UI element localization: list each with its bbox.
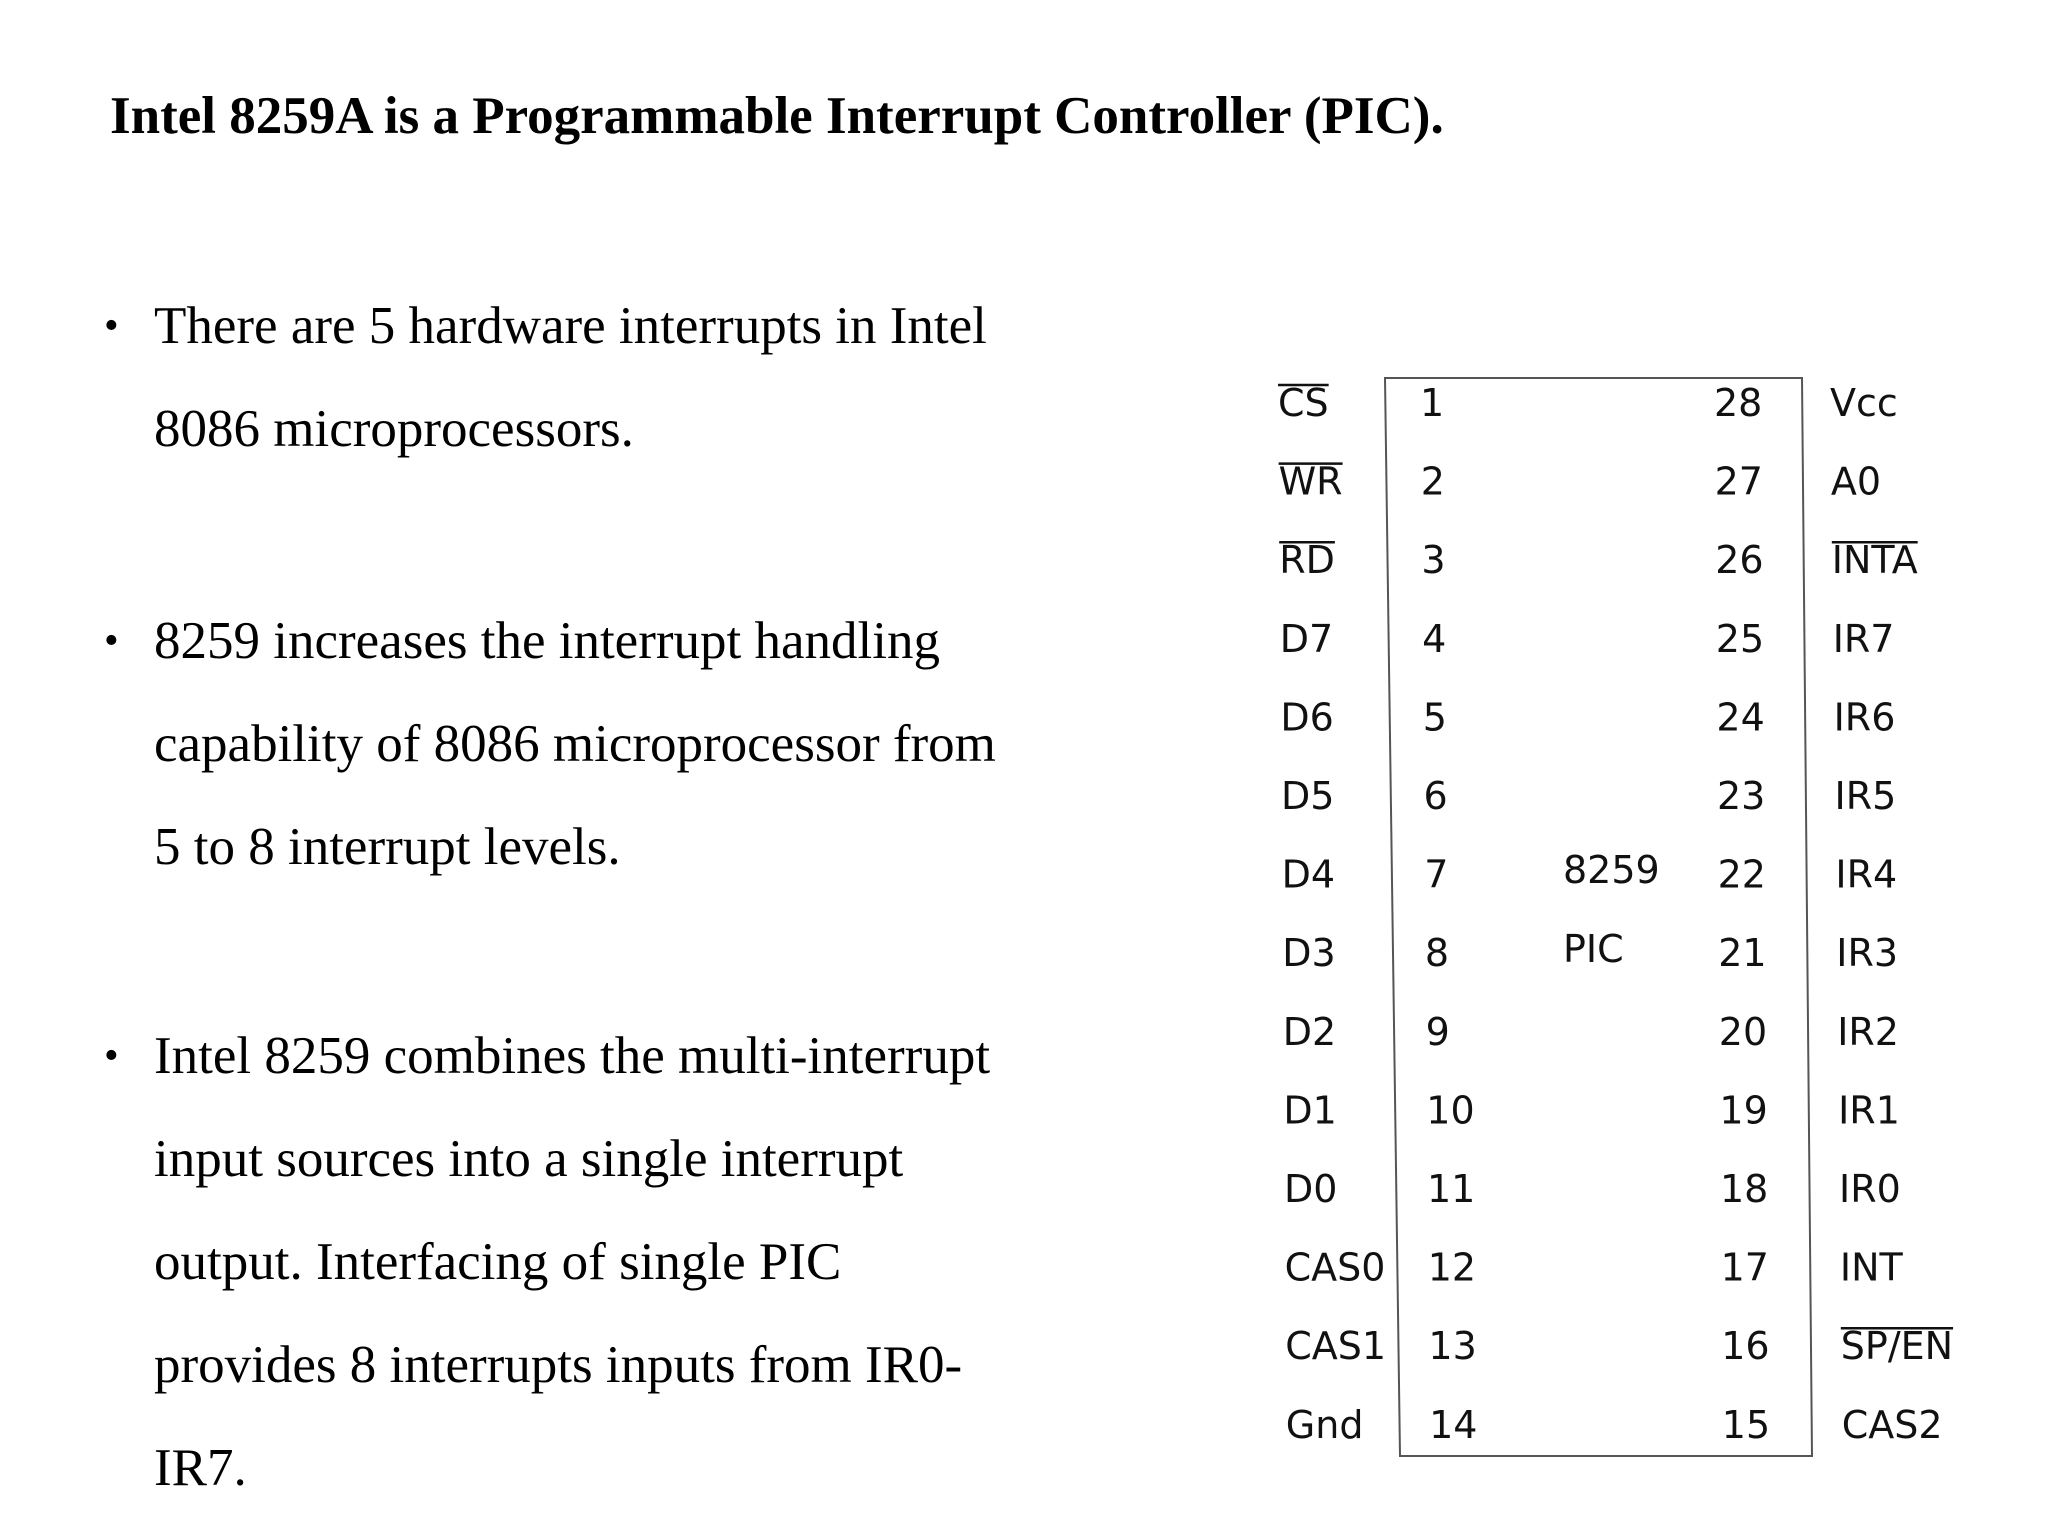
bullet-line: Intel 8259 combines the multi-interrupt xyxy=(154,1027,991,1085)
pin-name-left: D1 xyxy=(1283,1088,1337,1133)
pin-name-left: CAS0 xyxy=(1284,1245,1386,1290)
pin-number-left: 1 xyxy=(1420,381,1445,425)
pin-name-left: D2 xyxy=(1282,1009,1337,1054)
bullet-dot-icon: • xyxy=(104,1033,119,1079)
pin-number-right: 25 xyxy=(1715,616,1765,661)
pin-name-left: RD xyxy=(1279,538,1335,583)
pin-name-right: Vcc xyxy=(1830,381,1898,425)
pin-number-right: 27 xyxy=(1714,459,1763,504)
bullet-line: output. Interfacing of single PIC xyxy=(154,1233,842,1291)
pin-number-left: 2 xyxy=(1420,459,1445,504)
pin-number-left: 5 xyxy=(1422,695,1447,740)
bullet-text xyxy=(154,1005,990,1520)
bullet-line: There are 5 hardware interrupts in Intel xyxy=(154,297,987,355)
pin-number-left: 12 xyxy=(1427,1245,1477,1290)
pin-number-left: 13 xyxy=(1428,1324,1477,1369)
pin-number-right: 22 xyxy=(1717,852,1766,897)
pin-name-right: IR7 xyxy=(1832,616,1895,661)
pin-name-left: D6 xyxy=(1280,695,1334,740)
pin-name-right: IR1 xyxy=(1838,1088,1900,1133)
pin-name-right: IR5 xyxy=(1834,774,1897,818)
pin-name-right: IR0 xyxy=(1839,1167,1901,1211)
pin-name-left: CAS1 xyxy=(1285,1324,1387,1369)
pin-name-right: INTA xyxy=(1831,538,1918,583)
pin-number-left: 10 xyxy=(1426,1088,1475,1133)
pin-name-right: IR2 xyxy=(1837,1009,1899,1054)
pin-number-right: 23 xyxy=(1717,774,1766,818)
bullet-line: 8086 microprocessors. xyxy=(154,400,634,458)
pin-name-right: INT xyxy=(1839,1245,1903,1290)
pin-name-left: D5 xyxy=(1281,774,1335,818)
pin-number-left: 9 xyxy=(1425,1009,1450,1054)
pin-name-left: Gnd xyxy=(1285,1402,1364,1447)
pin-number-right: 24 xyxy=(1716,695,1765,740)
pin-number-right: 16 xyxy=(1721,1324,1770,1369)
bullet-dot-icon: • xyxy=(104,303,119,349)
chip-outline xyxy=(1385,378,1812,1456)
pin-number-left: 7 xyxy=(1424,852,1449,897)
pin-name-left: D7 xyxy=(1279,616,1334,661)
slide-title: Intel 8259A is a Programmable Interrupt Controller (PIC). xyxy=(110,87,1444,145)
pin-name-right: IR6 xyxy=(1833,695,1896,740)
pin-name-right: CAS2 xyxy=(1841,1402,1943,1447)
pin-number-left: 3 xyxy=(1421,538,1446,583)
bullet-line: IR7. xyxy=(154,1439,247,1497)
pin-number-left: 8 xyxy=(1424,931,1450,976)
pin-number-right: 28 xyxy=(1714,381,1763,425)
bullet-line: provides 8 interrupts inputs from IR0- xyxy=(154,1336,963,1394)
pin-name-right: SP/EN xyxy=(1840,1324,1954,1369)
bullet-text xyxy=(154,590,996,899)
pin-name-right: A0 xyxy=(1830,459,1882,504)
pin-number-right: 18 xyxy=(1720,1167,1769,1211)
bullet-line: 5 to 8 interrupt levels. xyxy=(154,818,621,876)
pin-name-right: IR4 xyxy=(1835,852,1898,897)
pin-number-right: 20 xyxy=(1718,1009,1768,1054)
pin-number-right: 26 xyxy=(1715,538,1764,583)
bullet-dot-icon: • xyxy=(104,618,119,664)
chip-center-label: PIC xyxy=(1563,927,1624,971)
pin-number-left: 14 xyxy=(1429,1402,1478,1447)
pin-name-left: D3 xyxy=(1282,931,1336,976)
pin-name-right: IR3 xyxy=(1836,931,1899,976)
pin-name-left: CS xyxy=(1278,381,1329,425)
pin-number-right: 15 xyxy=(1721,1402,1771,1447)
pins-layer xyxy=(1278,381,1953,1447)
pin-name-left: D0 xyxy=(1284,1167,1338,1211)
bullet-line: capability of 8086 microprocessor from xyxy=(154,715,996,773)
pin-number-left: 11 xyxy=(1427,1167,1476,1211)
pin-number-left: 6 xyxy=(1423,774,1448,818)
pin-name-left: WR xyxy=(1278,459,1343,504)
chip-center-label: 8259 xyxy=(1563,848,1660,892)
bullet-line: 8259 increases the interrupt handling xyxy=(154,612,940,670)
pin-number-left: 4 xyxy=(1422,616,1447,661)
pin-number-right: 21 xyxy=(1718,931,1767,976)
bullet-text xyxy=(154,275,987,481)
pin-number-right: 19 xyxy=(1719,1088,1768,1133)
bullet-line: input sources into a single interrupt xyxy=(154,1130,904,1188)
pin-name-left: D4 xyxy=(1281,852,1336,897)
pin-number-right: 17 xyxy=(1720,1245,1769,1290)
